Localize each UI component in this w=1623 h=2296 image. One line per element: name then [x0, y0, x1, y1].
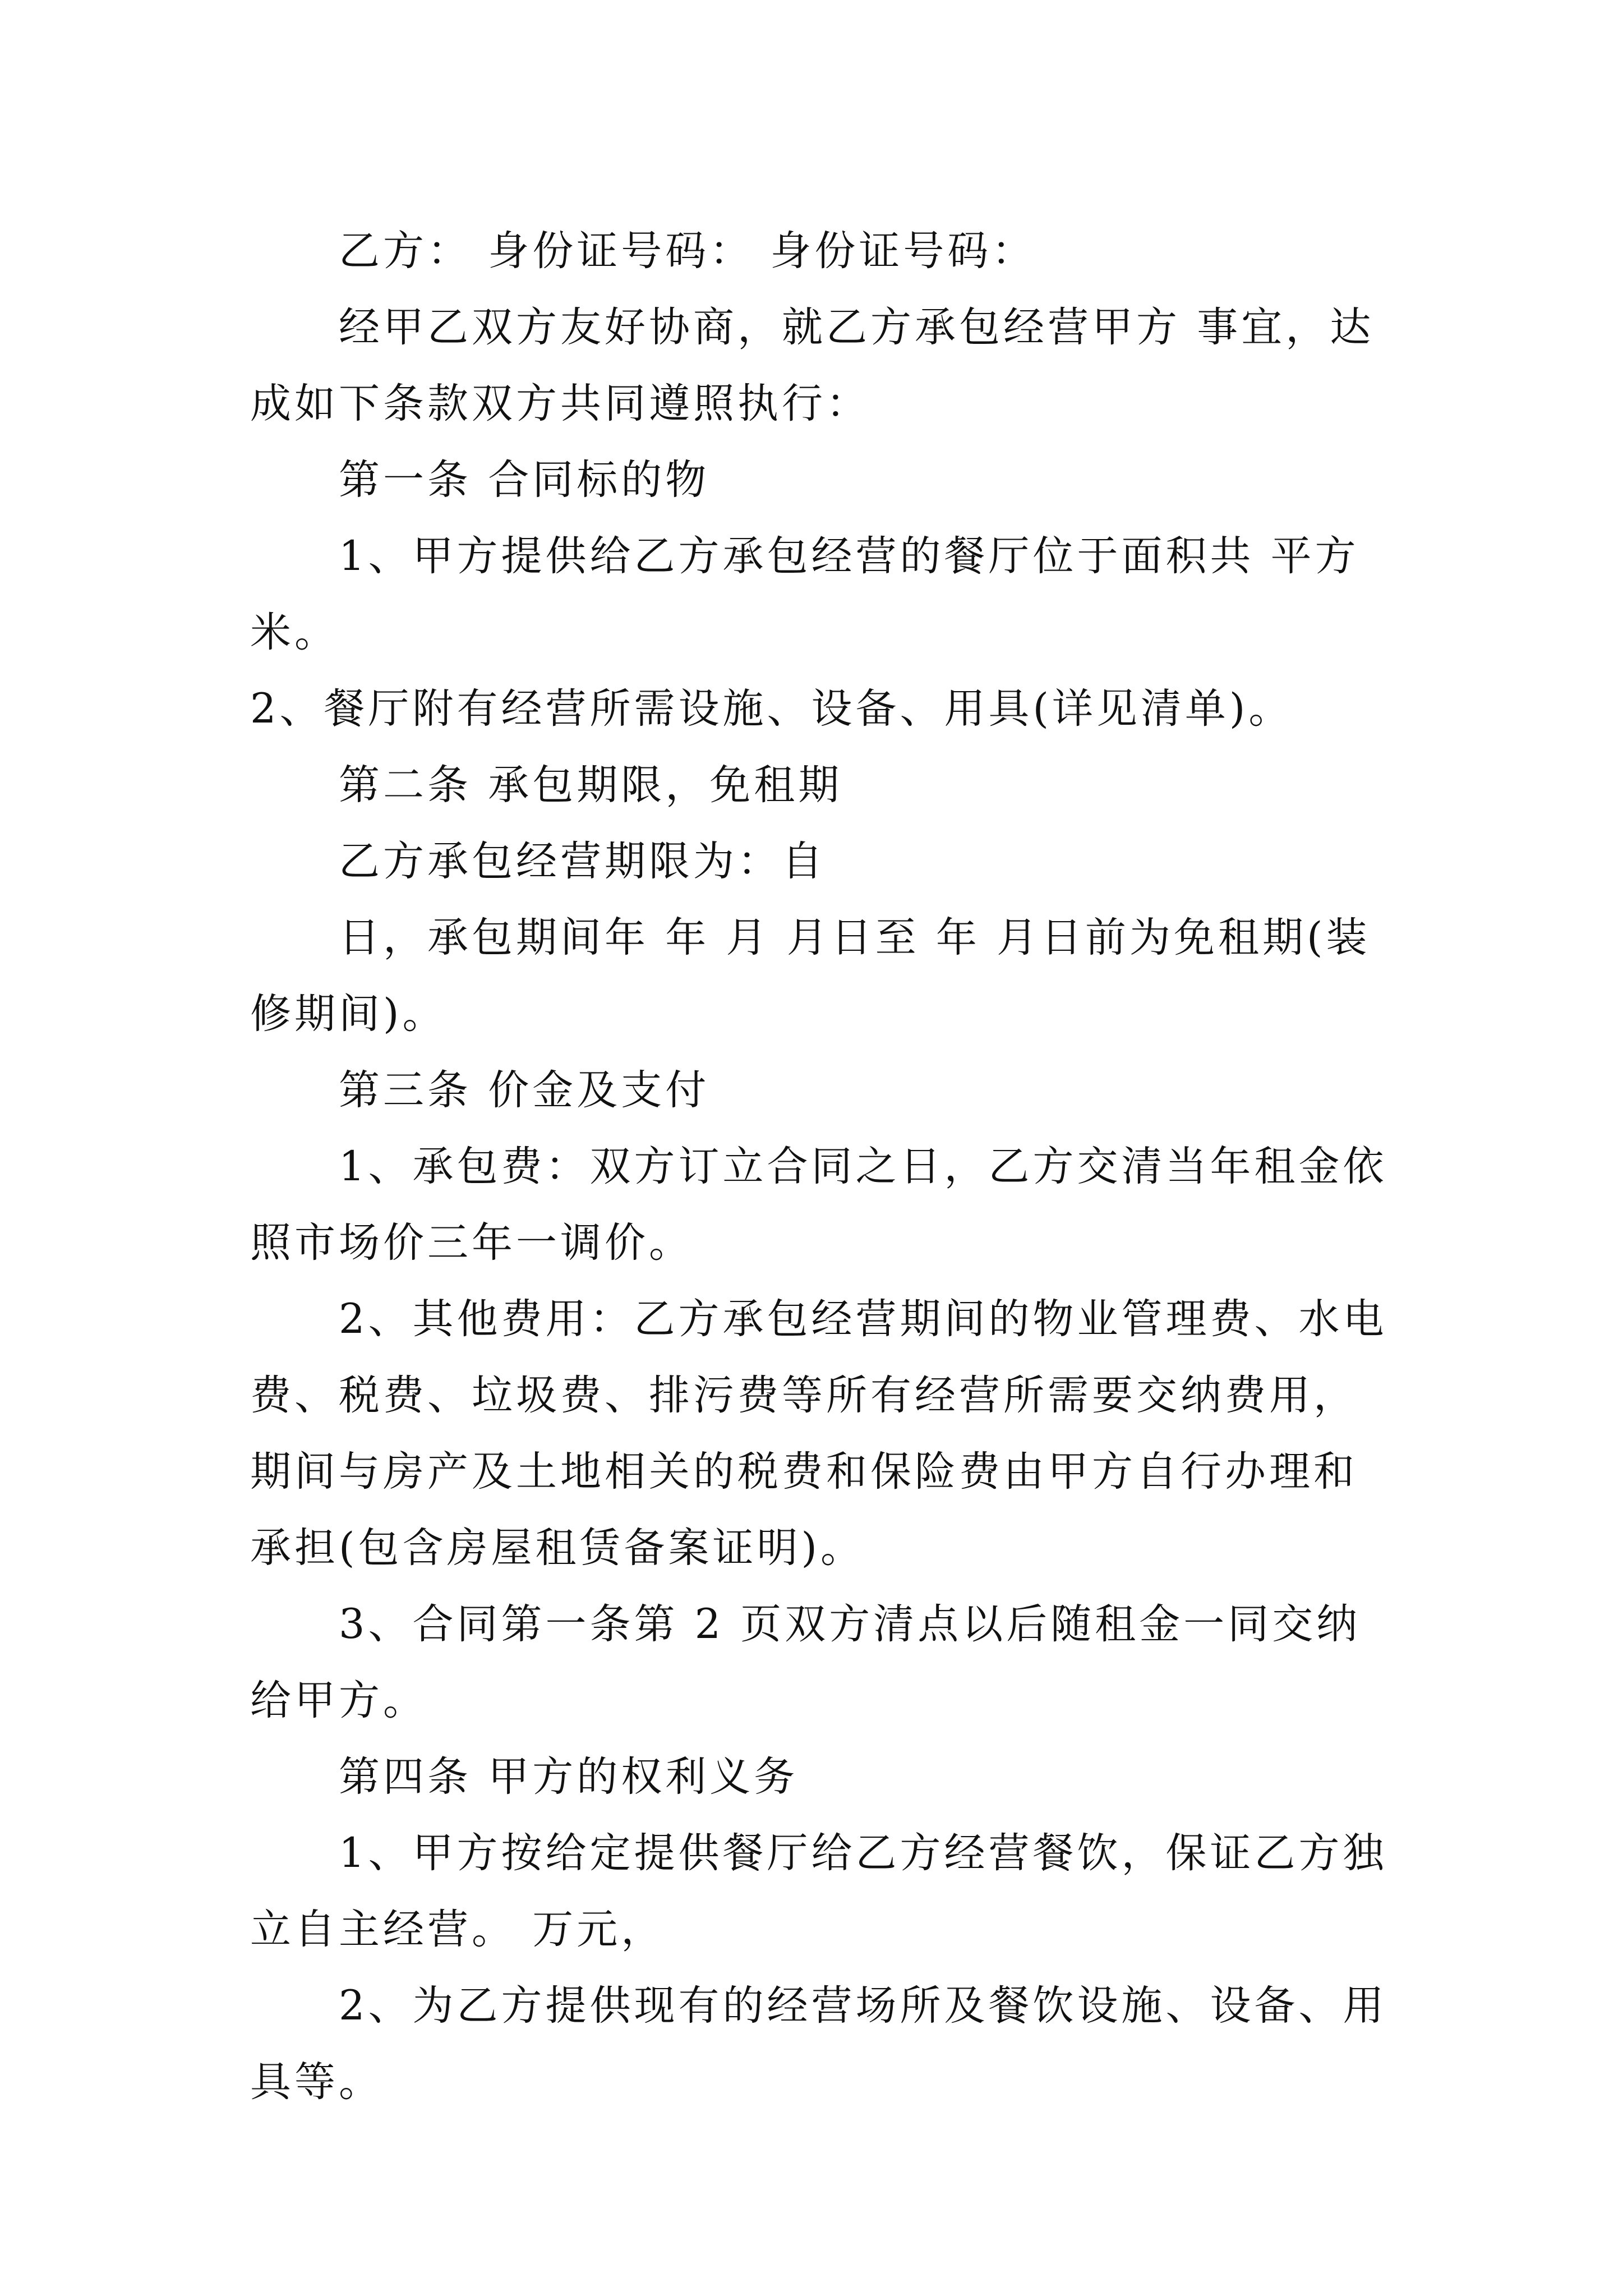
- article-1-heading: 第一条 合同标的物: [339, 456, 710, 504]
- article-4-clause-1: 1、甲方按给定提供餐厅给乙方经营餐饮，保证乙方独立自主经营。 万元，: [250, 1829, 1387, 1953]
- article-3-heading: 第三条 价金及支付: [339, 1066, 710, 1114]
- party-b-id-line: 乙方： 身份证号码： 身份证号码：: [339, 227, 1036, 275]
- article-2-heading: 第二条 承包期限，免租期: [339, 761, 843, 809]
- article-3-clause-2: 2、其他费用：乙方承包经营期间的物业管理费、水电费、税费、垃圾费、排污费等所有经营所需要交纳费用，期间与房产及土地相关的税费和保险费由甲方自行办理和承担(包含房屋租赁备案证明)。: [250, 1295, 1387, 1572]
- article-4-clause-2: 2、为乙方提供现有的经营场所及餐饮设施、设备、用具等。: [250, 1982, 1387, 2106]
- article-3-clause-1: 1、承包费：双方订立合同之日，乙方交清当年租金依照市场价三年一调价。: [250, 1143, 1387, 1267]
- document-body: [250, 213, 1391, 2120]
- article-2-term-line: 乙方承包经营期限为：自: [339, 838, 826, 885]
- article-1-clause-1: 1、甲方提供给乙方承包经营的餐厅位于面积共 平方米。: [250, 532, 1359, 656]
- article-4-heading: 第四条 甲方的权利义务: [339, 1753, 799, 1801]
- article-1-clause-2: 2、餐厅附有经营所需设施、设备、用具(详见清单)。: [250, 685, 1293, 733]
- article-3-clause-3: 3、合同第一条第 2 页双方清点以后随租金一同交纳给甲方。: [250, 1600, 1361, 1724]
- intro-paragraph: 经甲乙双方友好协商，就乙方承包经营甲方 事宜，达成如下条款双方共同遵照执行：: [250, 303, 1375, 427]
- article-2-rent-free-period: 日，承包期间年 年 月 月日至 年 月日前为免租期(装修期间)。: [250, 914, 1371, 1038]
